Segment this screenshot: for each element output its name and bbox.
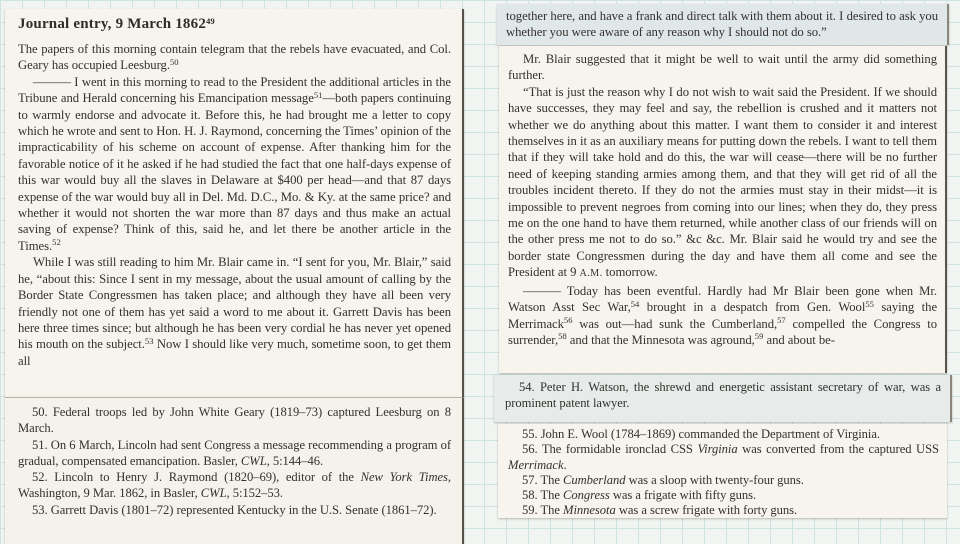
right-continuation-clipping <box>497 4 949 45</box>
footnote-52: 52. Lincoln to Henry J. Raymond (1820–69), editor of the New York Times, Washington, 9 Mar. 1862, in Basler, CWL, 5:152–53. <box>18 470 451 501</box>
journal-entry-heading: Journal entry, 9 March 1862$^{49}$ <box>18 15 215 32</box>
footnote-57: 57. The Cumberland was a sloop with twenty-four guns. <box>522 472 804 487</box>
journal-paragraph-continuation: together here, and have a frank and direct talk with them about it. I desired to ask you whether you were aware of any reason why I should not do so.” <box>506 9 938 40</box>
journal-paragraph: ——— Today has been eventful. Hardly had Mr Blair been gone when Mr. Watson Asst Sec War,$^{54}$ brought in a despatch from Gen. Wool$^{55}$ saying the Merrimack$^{56}$ was out—had sunk the Cumberland,$^{57}$ compelled the Congress to surrender,$^{58}$ and that the Minnesota was aground,$^{59}$ and about be- <box>508 283 938 347</box>
journal-paragraph: While I was still reading to him Mr. Blair came in. “I sent for you, Mr. Blair,” said he, “about this: Since I sent in my message, about the usual amount of calling by the Border State Congressmen has taken place; and although they have all been very friendly not one of them has yet said a word to me about it. Garrett Davis has been here three times since; but although he has been very cordial he has never yet opened his mouth on the subject.$^{53}$ Now I should like very much, sometime soon, to get them all <box>18 255 452 368</box>
footnote-51: 51. On 6 March, Lincoln had sent Congress a message recommending a program of gradual, compensated emancipation. Basler, CWL, 5:144–46. <box>18 437 451 468</box>
footnote-56: 56. The formidable ironclad CSS Virginia was converted from the captured USS Merrimack. <box>508 442 939 472</box>
footnote-54: 54. Peter H. Watson, the shrewd and energetic assistant secretary of war, was a prominent patent lawyer. <box>505 380 941 411</box>
journal-paragraph: ——— I went in this morning to read to the President the additional articles in the Tribune and Herald concerning his Emancipation message$^{51}$—both papers continuing to warmly endorse and advocate it. Before this, he had brought me a letter to copy which he wrote and sent to Hon. H. J. Raymond, concerning the Times’ opinion of the impracticability of his scheme on account of expense. After thanking him for the favorable notice of it he asked if he had studied the fact that one half-days expense of this war would buy all the slaves in Delaware at $400 per head—and that 87 days expense of the war would buy all in Del. Md. D.C., Mo. & Ky. at the same price? and whether it would not shorten the war more than 87 days and thus make an actual saving of expense? Think of this, said he, and let there be another article in the Times.$^{52}$ <box>18 74 451 253</box>
left-footnotes-clipping <box>5 397 464 544</box>
footnote-53: 53. Garrett Davis (1801–72) represented Kentucky in the U.S. Senate (1861–72). <box>32 502 437 517</box>
footnote-54-clipping <box>494 375 952 422</box>
journal-paragraph: The papers of this morning contain telegram that the rebels have evacuated, and Col. Geary has occupied Leesburg.$^{50}$ <box>18 42 451 73</box>
footnote-59: 59. The Minnesota was a screw frigate with forty guns. <box>522 503 798 518</box>
journal-paragraph: Mr. Blair suggested that it might be well to wait until the army did something further. <box>508 52 937 83</box>
footnote-50: 50. Federal troops led by John White Geary (1819–73) captured Leesburg on 8 March. <box>18 405 451 436</box>
left-column-journal-clipping <box>5 9 464 397</box>
footnote-55: 55. John E. Wool (1784–1869) commanded the Department of Virginia. <box>522 427 880 441</box>
right-footnotes-clipping <box>498 424 947 518</box>
right-column-journal-clipping <box>499 46 947 373</box>
footnote-58: 58. The Congress was a frigate with fifty guns. <box>522 488 757 503</box>
journal-paragraph: “That is just the reason why I do not wish to wait said the President. If we should have successes, they may feel and say, the rebellion is crushed and it matters not whether we do anything about this matter. I want them to consider it and interest themselves in it as an auxiliary means for putting down the rebels. I want to tell them that if they will take hold and do this, the war will cease—there will be no further need of keeping standing armies among them, and that they will get rid of all the troubles incident thereto. If they do not the armies must stay in their midst—it is impossible to prevent negroes from coming into our lines; when they do, they press me on the one hand to have them returned, while another class of our friends will on the other press me not to do so.” &c &c. Mr. Blair said he would try and see the border state Congressmen during the day and have them all come and see the President at 9 A.M. tomorrow. <box>508 84 937 280</box>
